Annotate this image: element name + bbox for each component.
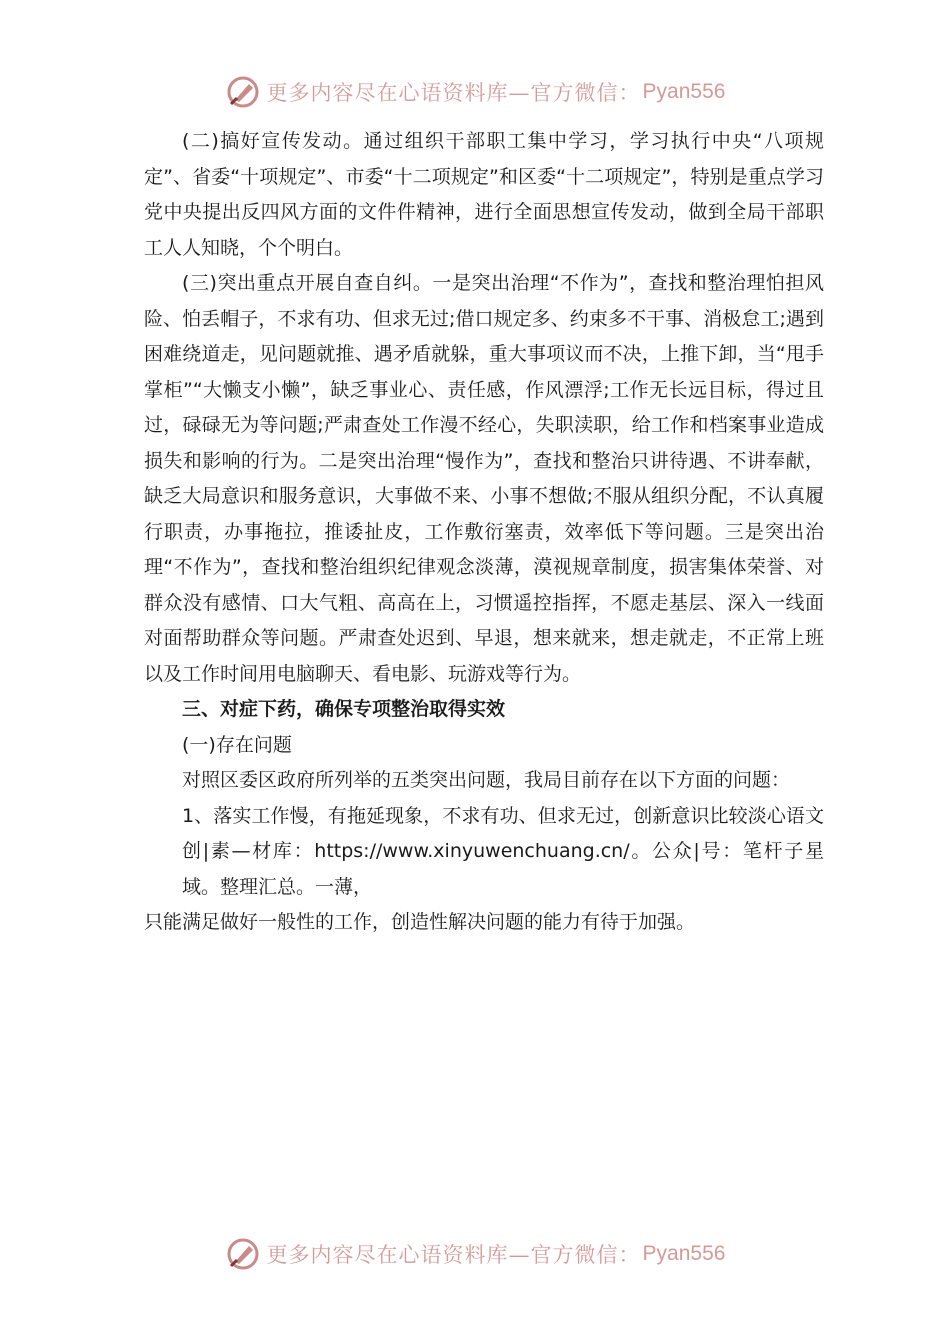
pen-nib-logo-icon — [225, 74, 261, 110]
header-watermark-banner — [0, 70, 950, 114]
paragraph-problem-one-continued: 只能满足做好一般性的工作，创造性解决问题的能力有待于加强。 — [144, 911, 696, 933]
footer-watermark-banner — [0, 1232, 950, 1276]
subheading-existing-problems: (一)存在问题 — [182, 733, 292, 756]
watermark-wechat-handle: Pyan556 — [642, 1242, 726, 1265]
section-heading-three: 三、对症下药，确保专项整治取得实效 — [182, 698, 506, 720]
watermark-wechat-handle: Pyan556 — [642, 80, 726, 103]
watermark-text: 更多内容尽在心语资料库—官方微信： — [266, 1243, 641, 1267]
paragraph-problem-intro: 对照区委区政府所列举的五类突出问题，我局目前存在以下方面的问题： — [182, 769, 791, 791]
paragraph-publicity: (二)搞好宣传发动。通过组织干部职工集中学习，学习执行中央“八项规定”、省委“十项规定”、市委“十二项规定”和区委“十二项规定”，特别是重点学习党中央提出反四风方面的文件件精神，进行全面思想宣传发动，做到全局干部职工人人知晓，个个明白。 — [144, 130, 824, 259]
document-body — [144, 124, 824, 941]
watermark-text: 更多内容尽在心语资料库—官方微信： — [266, 81, 641, 105]
pen-nib-logo-icon — [225, 1236, 261, 1272]
paragraph-problem-one: 1、落实工作慢，有拖延现象，不求有功、但求无过，创新意识比较淡心语文创|素—材库：https://www.xinyuwenchuang.cn/。公众|号：笔杆子星域。整理汇总。一薄， — [182, 804, 824, 898]
paragraph-self-inspection: (三)突出重点开展自查自纠。一是突出治理“不作为”，查找和整治理怕担风险、怕丢帽子，不求有功、但求无过;借口规定多、约束多不干事、消极怠工;遇到困难绕道走，见问题就推、遇矛盾就躲，重大事项议而不决，上推下卸，当“甩手掌柜”“大懒支小懒”，缺乏事业心、责任感，作风漂浮;工作无长远目标，得过且过，碌碌无为等问题;严肃查处工作漫不经心，失职渎职，给工作和档案事业造成损失和影响的行为。二是突出治理“慢作为”，查找和整治只讲待遇、不讲奉献，缺乏大局意识和服务意识，大事做不来、小事不想做;不服从组织分配，不认真履行职责，办事拖拉，推诿扯皮，工作敷衍塞责，效率低下等问题。三是突出治理“不作为”，查找和整治组织纪律观念淡薄，漠视规章制度，损害集体荣誉、对群众没有感情、口大气粗、高高在上，习惯遥控指挥，不愿走基层、深入一线面对面帮助群众等问题。严肃查处迟到、早退，想来就来，想走就走，不正常上班以及工作时间用电脑聊天、看电影、玩游戏等行为。 — [144, 272, 824, 685]
